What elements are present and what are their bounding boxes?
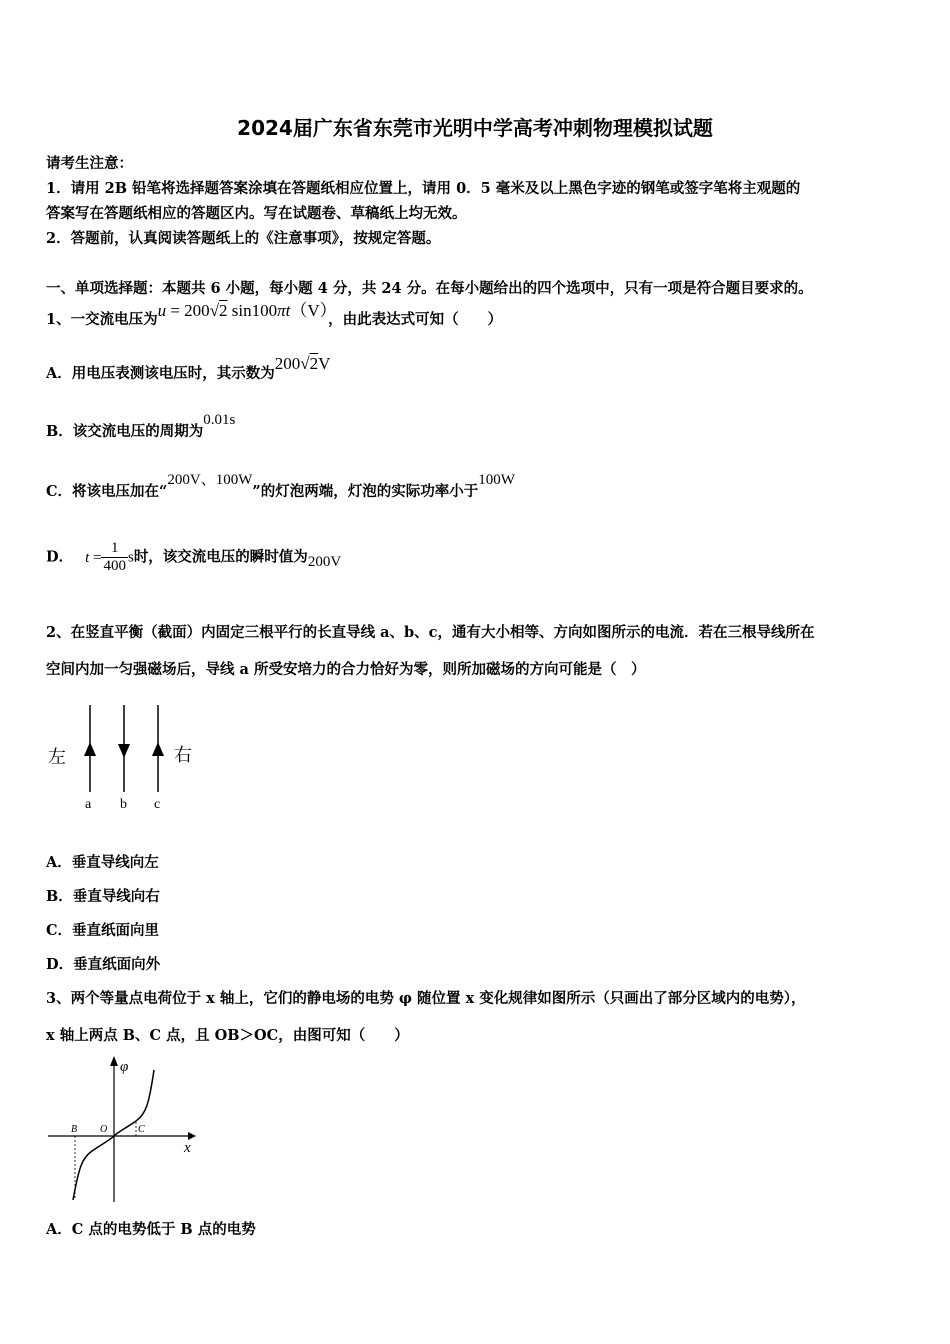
q1-option-b-label: B．该交流电压的周期为 — [46, 423, 204, 440]
q1-formula-u: u — [157, 301, 167, 320]
q1-option-c-value: 100W — [478, 472, 515, 488]
b-label: B — [71, 1124, 78, 1135]
x-axis-arrow-icon — [188, 1132, 196, 1140]
notice-heading: 请考生注意： — [46, 155, 133, 172]
q1-stem — [46, 301, 503, 329]
q2-option-d: D．垂直纸面向外 — [46, 956, 161, 973]
q1-option-c — [46, 472, 515, 501]
label-a: a — [85, 797, 92, 812]
q2-stem-line-2: 空间内加一匀强磁场后，导线 a 所受安培力的合力恰好为零，则所加磁场的方向可能是（ ） — [46, 661, 646, 678]
wire-a-up-arrow-icon — [84, 742, 96, 756]
origin-label: O — [100, 1124, 108, 1135]
page-title: 2024届广东省东莞市光明中学高考冲刺物理模拟试题 — [237, 116, 713, 140]
q1-formula-pit: πt — [277, 301, 291, 320]
q1-formula-unit: （V） — [290, 301, 329, 320]
q1-option-a-value: 200√2V — [274, 354, 331, 373]
q3-potential-graph — [44, 1052, 204, 1204]
q1-option-c-spec: 200V、100W — [167, 472, 253, 488]
q1-option-b-value: 0.01s — [203, 412, 236, 428]
q2-option-c: C．垂直纸面向里 — [46, 922, 160, 939]
q1-option-c-label: C．将该电压加在“ — [46, 483, 168, 500]
q1-formula-eq: = 200 — [166, 301, 210, 320]
phi-axis-arrow-icon — [110, 1056, 118, 1066]
q1-option-d-value: 200V — [307, 553, 342, 570]
label-left: 左 — [48, 747, 66, 767]
notice-line-1: 1．请用 2B 铅笔将选择题答案涂填在答题纸相应位置上，请用 0．5 毫米及以上黑色字迹的钢笔或签字笔将主观题的 — [46, 180, 801, 197]
q2-option-a: A．垂直导线向左 — [46, 854, 159, 871]
wire-c-up-arrow-icon — [152, 742, 164, 756]
q1-option-b — [46, 412, 236, 441]
q1-formula-sqrt: 2 — [219, 301, 228, 320]
q1-option-a — [46, 354, 331, 383]
q1-option-d-mid: 时，该交流电压的瞬时值为 — [133, 548, 308, 566]
q1-option-d-eq: = — [89, 549, 102, 566]
q1-option-d-t: t — [85, 549, 90, 566]
q3-option-a: A．C 点的电势低于 B 点的电势 — [46, 1221, 256, 1238]
q2-option-b: B．垂直导线向右 — [46, 888, 160, 905]
q3-stem-line-1: 3、两个等量点电荷位于 x 轴上，它们的静电场的电势 φ 随位置 x 变化规律如图所示（只画出了部分区域内的电势）， — [46, 990, 806, 1007]
notice-line-1b: 答案写在答题纸相应的答题区内。写在试题卷、草稿纸上均无效。 — [46, 205, 467, 222]
q1-stem-suffix: ，由此表达式可知（ ） — [328, 311, 503, 328]
q1-stem-prefix: 1、一交流电压为 — [46, 311, 158, 328]
q1-formula: u = 200√2 sin100πt（V） — [157, 301, 329, 320]
q1-option-d-label: D． — [46, 548, 74, 566]
q1-option-d-num: 1 — [101, 540, 128, 558]
q2-wires-figure — [40, 700, 210, 818]
q1-option-d-den: 400 — [103, 558, 126, 574]
wire-b-down-arrow-icon — [118, 744, 130, 758]
q1-option-a-label: A．用电压表测该电压时，其示数为 — [46, 365, 275, 382]
label-right: 右 — [174, 745, 192, 765]
label-b: b — [120, 797, 127, 812]
c-label: C — [138, 1124, 145, 1135]
phi-label: φ — [120, 1059, 129, 1075]
q1-option-d-fraction — [101, 540, 128, 575]
section-heading: 一、单项选择题：本题共 6 小题，每小题 4 分，共 24 分。在每小题给出的四个选项中，只有一项是符合题目要求的。 — [46, 280, 813, 297]
q1-option-d-unit: s — [127, 549, 134, 566]
q3-stem-line-2: x 轴上两点 B、C 点，且 OB＞OC，由图可知（ ） — [46, 1027, 409, 1044]
q1-option-d — [46, 540, 341, 575]
notice-line-2: 2．答题前，认真阅读答题纸上的《注意事项》，按规定答题。 — [46, 230, 441, 247]
label-c: c — [154, 797, 161, 812]
q2-stem-line-1: 2、在竖直平衡（截面）内固定三根平行的长直导线 a、b、c，通有大小相等、方向如图所示的电流．若在三根导线所在 — [46, 624, 815, 641]
q1-option-c-mid: ”的灯泡两端，灯泡的实际功率小于 — [252, 483, 479, 500]
x-label: x — [184, 1140, 191, 1156]
q1-formula-sin: sin100 — [227, 301, 278, 320]
